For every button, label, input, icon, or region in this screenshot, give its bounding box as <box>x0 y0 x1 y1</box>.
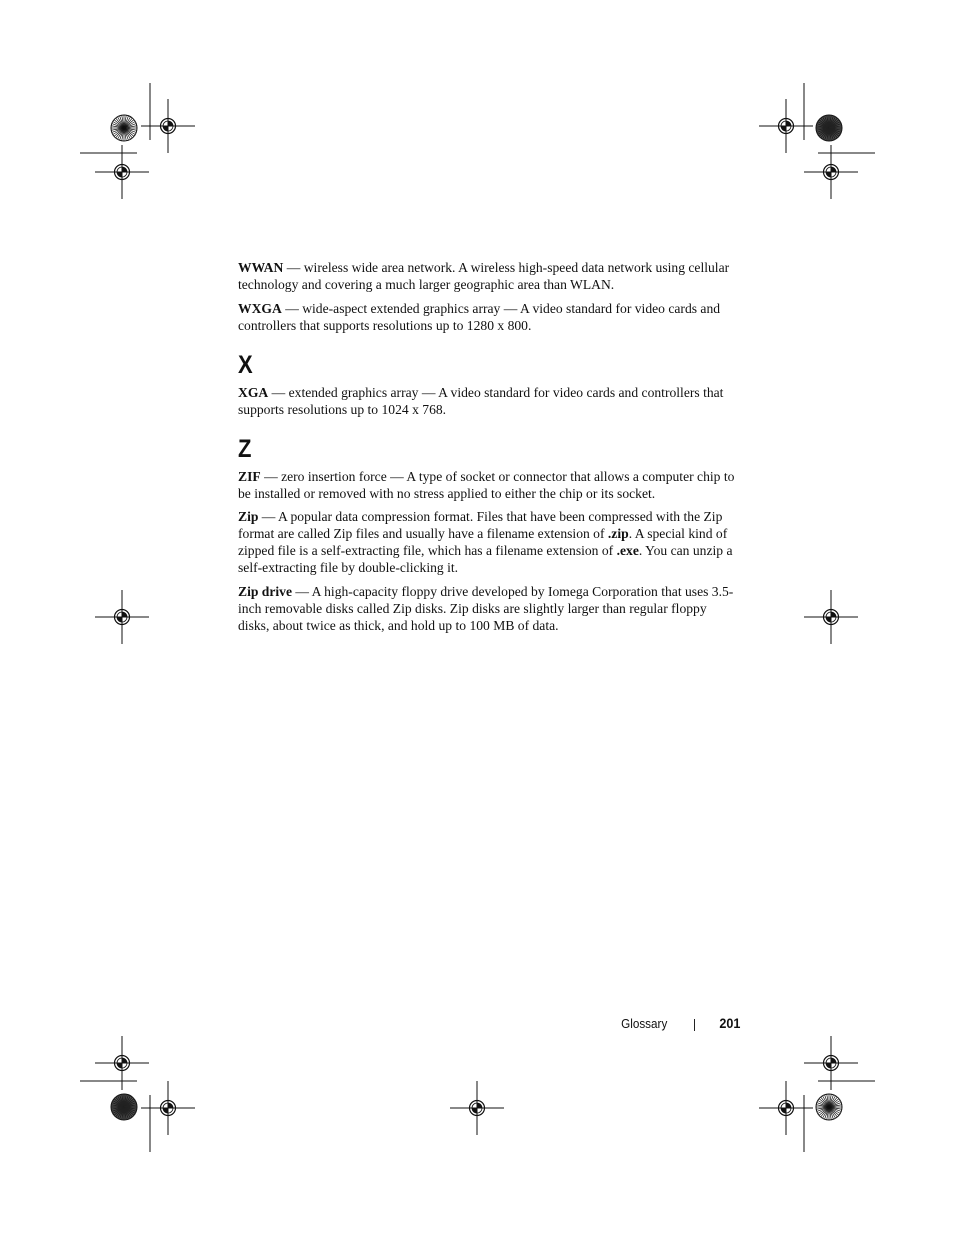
glossary-entry <box>238 508 738 576</box>
glossary-entry <box>238 468 738 502</box>
footer-section-label: Glossary <box>620 1016 667 1031</box>
glossary-definition: — wide-aspect extended graphics array — A video standard for video cards and controllers that supports resolutions up to 1280 x 800. <box>238 300 721 333</box>
glossary-term: ZIF <box>238 468 261 484</box>
glossary-term: WXGA <box>238 300 282 316</box>
section-heading-x: X <box>238 350 253 379</box>
entry-group-x <box>238 384 738 418</box>
page-number: 201 <box>718 1015 740 1031</box>
footer-divider <box>694 1019 695 1031</box>
glossary-definition: — A high-capacity floppy drive developed by Iomega Corporation that uses 3.5-inch removable disks called Zip disks. Zip disks are slightly larger than regular floppy disks, about twice as thick, and hold up to 100 MB of data. <box>238 583 734 633</box>
page-footer <box>600 1014 742 1034</box>
glossary-entry <box>238 583 738 634</box>
glossary-term: Zip drive <box>238 583 293 599</box>
glossary-definition: . You can unzip a self-extracting file by double-clicking it. <box>238 543 733 575</box>
entry-group-w <box>238 259 738 334</box>
glossary-definition: — zero insertion force — A type of socket or connector that allows a computer chip to be installed or removed with no stress applied to either the chip or its socket. <box>238 468 735 501</box>
glossary-term: WWAN <box>238 260 284 275</box>
glossary-entry <box>238 384 738 418</box>
section-heading-z: Z <box>238 434 252 463</box>
glossary-definition: — A popular data compression format. Files that have been compressed with the Zip format are called Zip files and usually have a filename extension of <box>238 509 723 541</box>
glossary-definition: — wireless wide area network. A wireless high-speed data network using cellular technology and covering a much larger geographic area than WLAN. <box>238 260 730 292</box>
glossary-entry <box>238 300 738 334</box>
glossary-term: Zip <box>238 509 259 524</box>
glossary-content <box>238 259 738 640</box>
entry-group-z <box>238 468 738 634</box>
file-extension: .exe <box>616 543 639 558</box>
glossary-entry <box>238 259 738 293</box>
glossary-definition: — extended graphics array — A video standard for video cards and controllers that supports resolutions up to 1024 x 768. <box>238 384 724 417</box>
glossary-term: XGA <box>238 384 269 400</box>
glossary-definition: . A special kind of zipped file is a self-extracting file, which has a filename extension of <box>238 526 728 558</box>
file-extension: .zip <box>607 526 629 541</box>
